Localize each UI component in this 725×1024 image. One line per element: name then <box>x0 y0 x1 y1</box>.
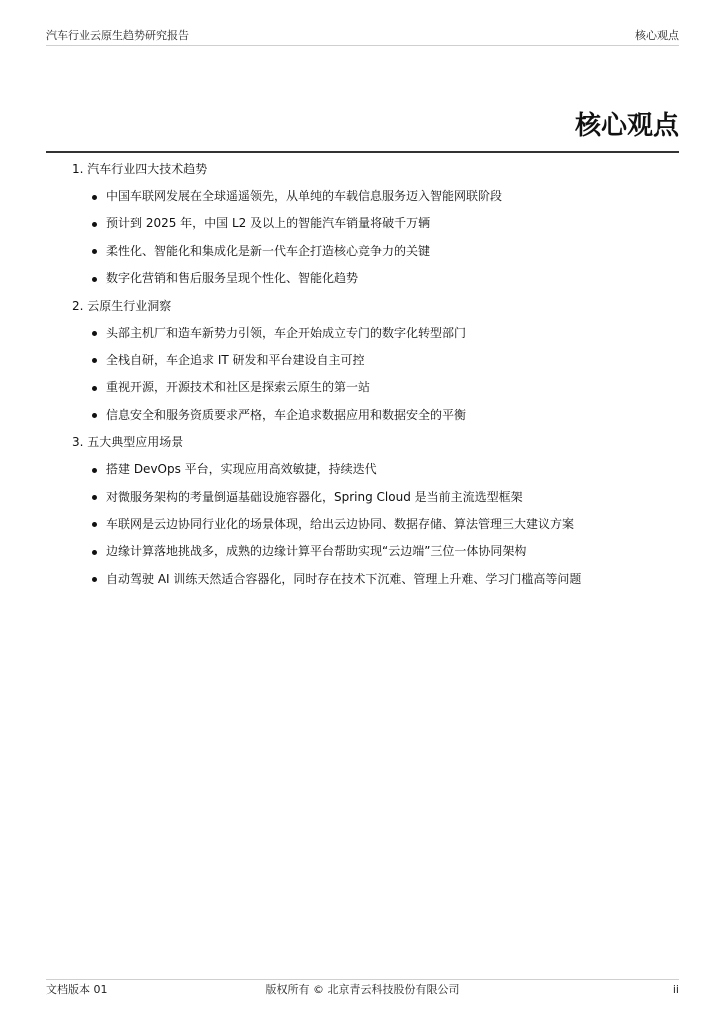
list-item-text: 车联网是云边协同行业化的场景体现，给出云边协同、数据存储、算法管理三大建议方案 <box>106 516 575 531</box>
list-item-text: 边缘计算落地挑战多，成熟的边缘计算平台帮助实现“云边端”三位一体协同架构 <box>106 544 527 559</box>
report-title: 汽车行业云原生趋势研究报告 <box>46 29 189 42</box>
copyright-notice: 版权所有 © 北京青云科技股份有限公司 <box>265 983 460 996</box>
section-heading: 2. 云原生行业洞察 <box>72 298 172 313</box>
list-item <box>72 538 679 565</box>
list-item-text: 预计到 2025 年，中国 L2 及以上的智能汽车销量将破千万辆 <box>106 216 431 231</box>
list-item <box>72 238 679 265</box>
list-item <box>72 374 679 401</box>
list-item-text: 柔性化、智能化和集成化是新一代车企打造核心竞争力的关键 <box>106 243 431 258</box>
bullet-dot-icon <box>92 358 97 363</box>
list-item <box>72 320 679 347</box>
bullet-dot-icon <box>92 277 97 282</box>
list-item-text: 搭建 DevOps 平台，实现应用高效敏捷，持续迭代 <box>106 462 377 477</box>
bullet-dot-icon <box>92 195 97 200</box>
bullet-dot-icon <box>92 386 97 391</box>
bullet-dot-icon <box>92 468 97 473</box>
bullet-dot-icon <box>92 413 97 418</box>
header-divider <box>46 45 679 46</box>
list-item <box>72 347 679 374</box>
doc-version: 文档版本 01 <box>46 983 108 996</box>
list-item-text: 全栈自研，车企追求 IT 研发和平台建设自主可控 <box>106 352 365 367</box>
bullet-dot-icon <box>92 550 97 555</box>
section-heading: 1. 汽车行业四大技术趋势 <box>72 162 208 176</box>
list-item-text: 信息安全和服务资质要求严格，车企追求数据应用和数据安全的平衡 <box>106 407 467 422</box>
bullet-dot-icon <box>92 222 97 227</box>
bullet-dot-icon <box>92 522 97 527</box>
section-heading: 3. 五大典型应用场景 <box>72 435 184 450</box>
list-item-text: 自动驾驶 AI 训练天然适合容器化，同时存在技术下沉难、管理上升难、学习门槛高等问题 <box>106 571 582 586</box>
list-item <box>72 511 679 538</box>
list-item <box>72 566 679 593</box>
page-number: ii <box>672 983 679 996</box>
page-footer <box>46 982 679 998</box>
list-item-text: 头部主机厂和造车新势力引领，车企开始成立专门的数字化转型部门 <box>106 325 467 340</box>
list-item <box>72 402 679 429</box>
list-item-text: 中国车联网发展在全球遥遥领先，从单纯的车载信息服务迈入智能网联阶段 <box>106 189 503 203</box>
list-item <box>72 210 679 237</box>
list-item-text: 数字化营销和售后服务呈现个性化、智能化趋势 <box>106 271 359 286</box>
bullet-dot-icon <box>92 577 97 582</box>
list-item <box>72 265 679 292</box>
page-title: 核心观点 <box>574 111 679 141</box>
page-header <box>46 28 679 44</box>
footer-divider <box>46 979 679 980</box>
list-item <box>72 484 679 511</box>
list-item-text: 对微服务架构的考量倒逼基础设施容器化，Spring Cloud 是当前主流选型框架 <box>106 489 523 504</box>
bullet-dot-icon <box>92 331 97 336</box>
title-divider <box>46 151 679 153</box>
key-points-list <box>72 156 679 593</box>
list-item <box>72 456 679 483</box>
header-section-name: 核心观点 <box>635 29 679 42</box>
bullet-dot-icon <box>92 495 97 500</box>
list-item <box>72 183 679 210</box>
bullet-dot-icon <box>92 249 97 254</box>
list-item-text: 重视开源，开源技术和社区是探索云原生的第一站 <box>106 380 371 395</box>
